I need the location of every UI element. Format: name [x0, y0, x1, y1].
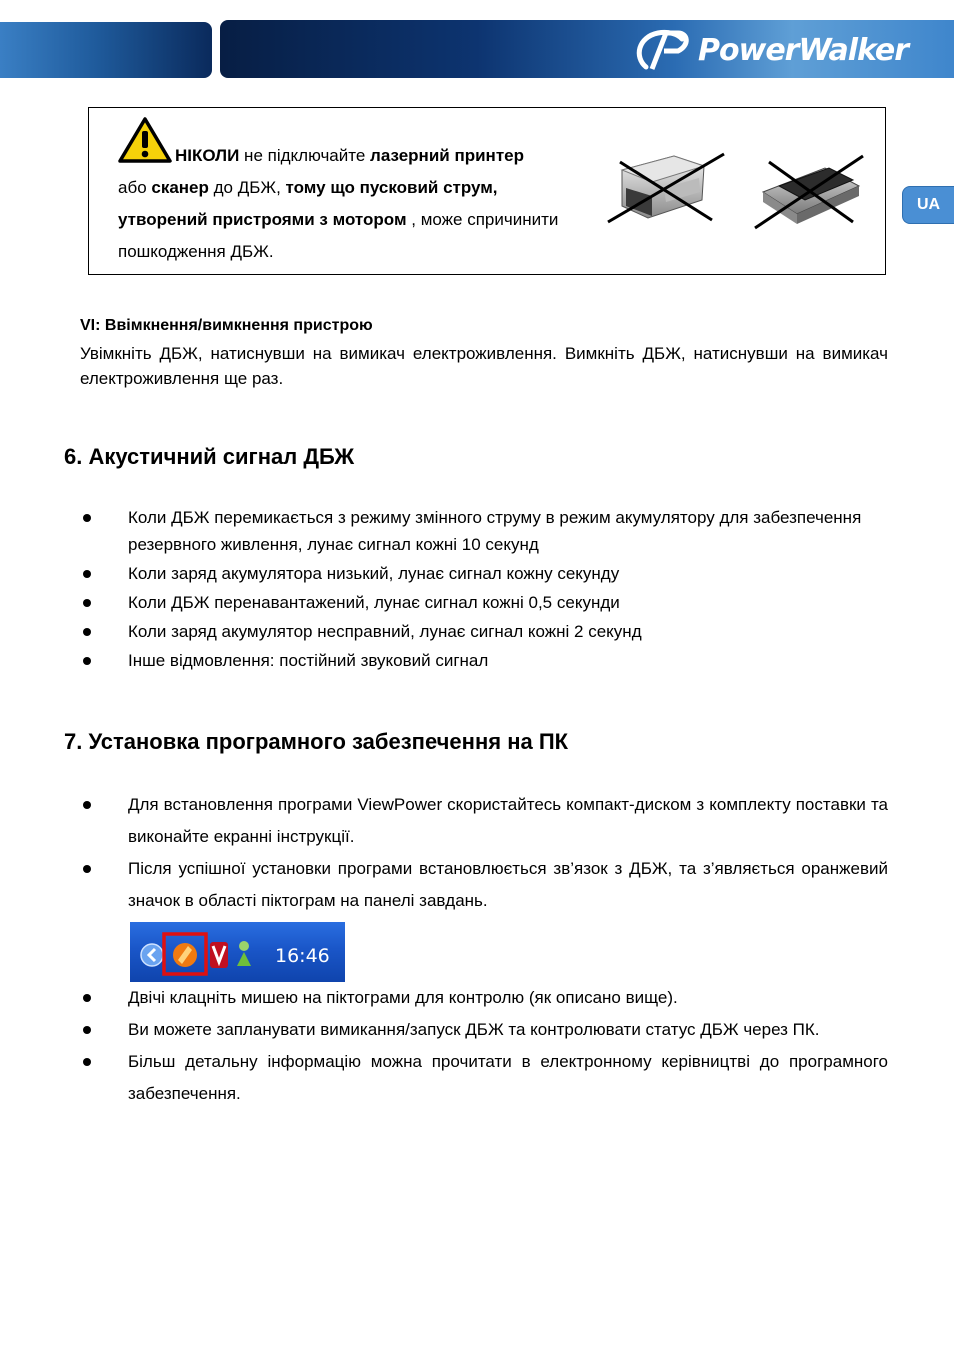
- section-7-list-b: [80, 982, 888, 1110]
- warning-text-part: не підключайте: [239, 146, 371, 165]
- warning-text-part: до ДБЖ,: [208, 178, 286, 197]
- list-item: [80, 982, 888, 1014]
- page-header: [0, 20, 954, 78]
- section-6-list: [80, 504, 888, 676]
- language-tab[interactable]: UA: [902, 186, 954, 224]
- list-item: [80, 789, 888, 853]
- powerwalker-logo: [632, 28, 908, 72]
- list-item-text: Ви можете запланувати вимикання/запуск ДБЖ та контролювати статус ДБЖ через ПК.: [128, 1020, 820, 1039]
- never-emphasis: НІКОЛИ: [175, 146, 240, 165]
- list-item-text: Коли заряд акумулятора низький, лунає сигнал кожну секунду: [128, 564, 620, 583]
- header-left-bar: [0, 22, 212, 78]
- vi-heading: VI: Ввімкнення/вимкнення пристрою: [80, 317, 373, 334]
- power-logo-icon: [632, 27, 694, 73]
- warning-text-part: , може спричинити пошкодження ДБЖ.: [118, 210, 559, 261]
- list-item-text: Коли ДБЖ перенавантажений, лунає сигнал кожні 0,5 секунди: [128, 593, 620, 612]
- list-item-text: Після успішної установки програми встановлюється зв’язок з ДБЖ, та з’являється оранжевий значок в області піктограм на панелі завдань.: [128, 859, 888, 910]
- motor-current-emphasis: тому що пусковий струм, утворений пристроями з мотором: [118, 178, 498, 229]
- list-item-text: Двічі клацніть мишею на піктограми для контролю (як описано вище).: [128, 988, 678, 1007]
- list-item: [80, 1014, 888, 1046]
- list-item: [80, 504, 888, 558]
- list-item-text: Коли заряд акумулятор несправний, лунає сигнал кожні 2 секунд: [128, 622, 642, 641]
- brand-name: PowerWalker: [698, 32, 909, 68]
- scanner-emphasis: сканер: [151, 178, 209, 197]
- tray-expand-icon[interactable]: [141, 944, 163, 966]
- system-tray-screenshot: [130, 922, 345, 982]
- list-item: [80, 589, 888, 616]
- list-item: [80, 853, 888, 917]
- list-item: [80, 560, 888, 587]
- warning-text-part: або: [118, 178, 152, 197]
- tray-clock: 16:46: [275, 945, 330, 967]
- list-item-text: Коли ДБЖ перемикається з режиму змінного струму в режим акумулятору для забезпечення резервного живлення, лунає сигнал кожні 10 секунд: [128, 508, 862, 554]
- system-tray-icons: [130, 922, 345, 982]
- warning-box: [88, 107, 886, 275]
- section-6-title: 6. Акустичний сигнал ДБЖ: [64, 444, 355, 469]
- list-item-text: Більш детальну інформацію можна прочитати в електронному керівництві до програмного забезпечення.: [128, 1052, 888, 1103]
- laser-printer-emphasis: лазерний принтер: [370, 146, 524, 165]
- list-item: [80, 618, 888, 645]
- list-item-text: Для встановлення програми ViewPower скористайтесь компакт-диском з комплекту поставки та виконайте екранні інструкції.: [128, 795, 888, 846]
- warning-text: [118, 140, 578, 268]
- list-item: [80, 1046, 888, 1110]
- vi-text: Увімкніть ДБЖ, натиснувши на вимикач електроживлення. Вимкніть ДБЖ, натиснувши на вимикач електроживлення ще раз.: [80, 344, 888, 388]
- section-7-title: 7. Установка програмного забезпечення на ПК: [64, 729, 569, 754]
- list-item: [80, 647, 888, 674]
- list-item-text: Інше відмовлення: постійний звуковий сигнал: [128, 651, 489, 670]
- crossed-printer-icon: [604, 148, 729, 228]
- crossed-scanner-icon: [749, 152, 874, 232]
- messenger-tray-icon[interactable]: [239, 941, 249, 951]
- section-7-list-a: [80, 789, 888, 917]
